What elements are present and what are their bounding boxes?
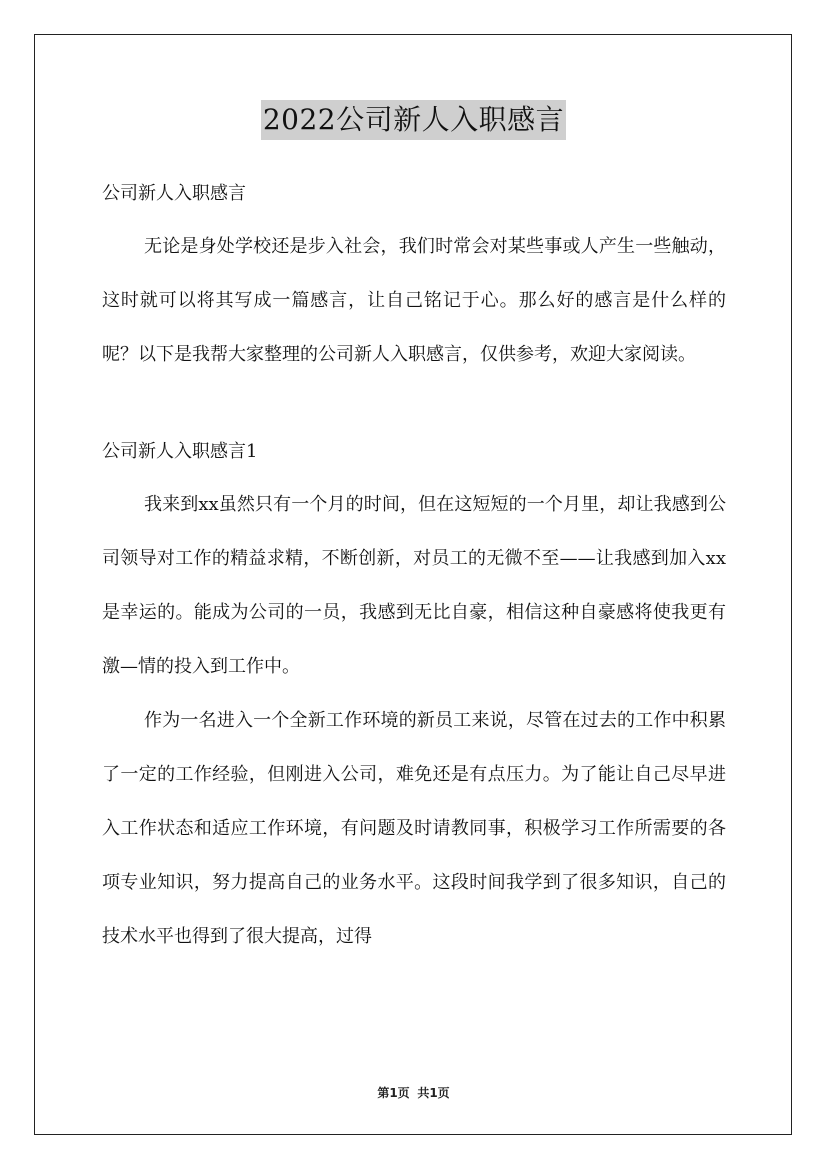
page-number: 第1页	[377, 1086, 410, 1100]
page-footer	[0, 1084, 827, 1101]
section-spacer	[102, 382, 726, 426]
body-paragraph-1: 我来到xx虽然只有一个月的时间，但在这短短的一个月里，却让我感到公司领导对工作的精益求精，不断创新，对员工的无微不至——让我感到加入xx是幸运的。能成为公司的一员，我感到无比自豪，相信这种自豪感将使我更有激—情的投入到工作中。	[102, 494, 726, 677]
page-total: 共1页	[417, 1086, 450, 1100]
subheading: 公司新人入职感言1	[102, 441, 258, 462]
document-body	[102, 168, 726, 964]
section-heading: 公司新人入职感言	[102, 183, 246, 204]
document-title: 2022公司新人入职感言	[261, 100, 566, 140]
intro-paragraph: 无论是身处学校还是步入社会，我们时常会对某些事或人产生一些触动，这时就可以将其写成一篇感言，让自己铭记于心。那么好的感言是什么样的呢？以下是我帮大家整理的公司新人入职感言，仅供参考，欢迎大家阅读。	[102, 236, 726, 365]
title-container	[0, 100, 827, 140]
body-paragraph-2: 作为一名进入一个全新工作环境的新员工来说，尽管在过去的工作中积累了一定的工作经验，但刚进入公司，难免还是有点压力。为了能让自己尽早进入工作状态和适应工作环境，有问题及时请教同事，积极学习工作所需要的各项专业知识，努力提高自己的业务水平。这段时间我学到了很多知识，自己的技术水平也得到了很大提高，过得	[102, 710, 726, 947]
